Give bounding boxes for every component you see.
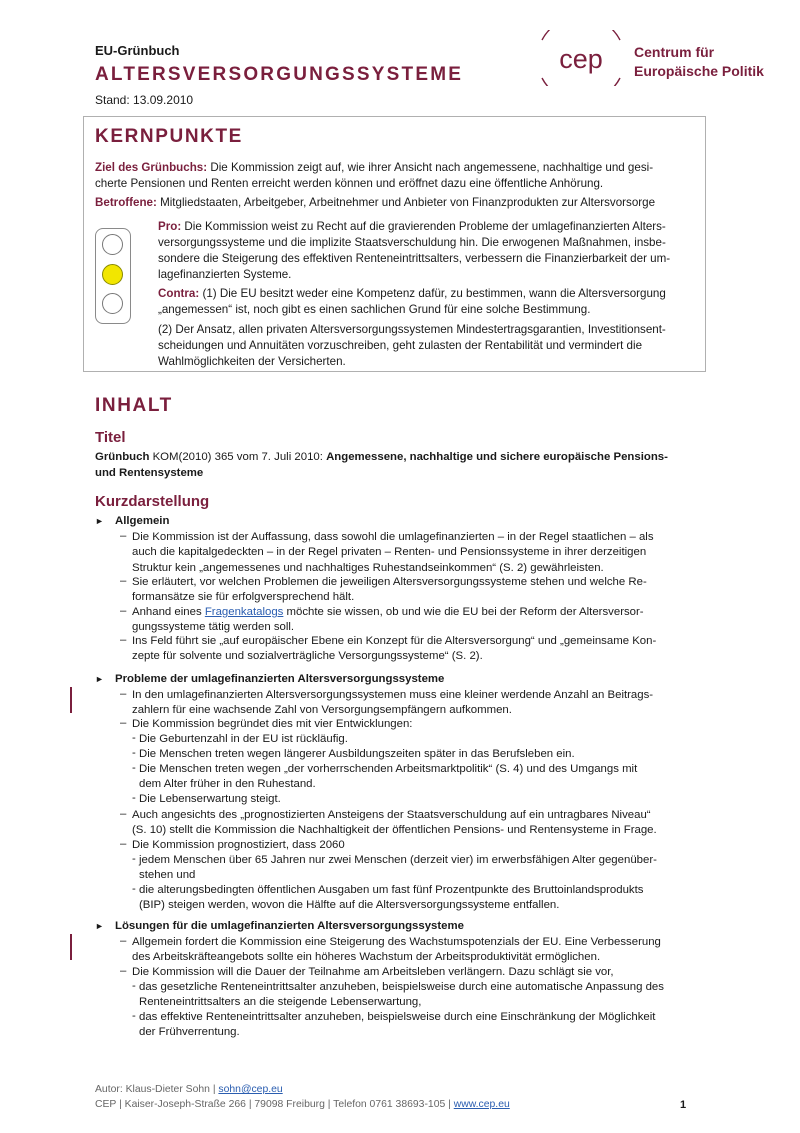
ziel-line-2: cherte Pensionen und Renten erreicht werden können und eröffnet dazu eine öffentliche Anhörung. xyxy=(95,177,604,190)
section-allgemein xyxy=(95,515,169,527)
loesungen-sub-2 xyxy=(139,1010,686,1041)
contra-2-line-1: (2) Der Ansatz, allen privaten Altersversorgungssystemen Mindestertragsgarantien, Investitionsent- xyxy=(158,323,666,336)
dash-marker: – xyxy=(120,688,127,700)
contra-line-2: „angemessen“ ist, noch gibt es einen sachlichen Grund für eine solche Bestimmung. xyxy=(158,303,591,316)
loesungen-item-2: Die Kommission will die Dauer der Teilnahme am Arbeitsleben verlängern. Dazu schlägt sie vor, xyxy=(132,966,614,978)
allgemein-item-1-line-2: auch die kapitalgedeckten – in der Regel privaten – Renten- und Pensionssysteme in ihrer derzeitigen xyxy=(132,546,647,559)
footer-address-text: CEP | Kaiser-Joseph-Straße 266 | 79098 Freiburg | Telefon 0761 38693-105 | xyxy=(95,1099,454,1110)
pro-line-4: lagefinanzierten Systeme. xyxy=(158,268,292,281)
traffic-light-red-lamp xyxy=(102,234,123,255)
probleme-sub-5-line-1: jedem Menschen über 65 Jahren nur zwei Menschen (derzeit vier) im erwerbsfähigen Alter gegenüber- xyxy=(139,854,657,866)
ziel-line-1: Die Kommission zeigt auf, wie ihrer Ansicht nach angemessene, nachhaltige und gesi- xyxy=(210,161,654,174)
allgemein-item-1 xyxy=(132,530,686,576)
document-date: Stand: 13.09.2010 xyxy=(95,93,194,107)
dash-marker: – xyxy=(120,935,127,947)
probleme-item-3 xyxy=(132,808,686,839)
titel-heading: Titel xyxy=(95,429,126,446)
loesungen-item-1-line-1: Allgemein fordert die Kommission eine Steigerung des Wachstumspotenzials der EU. Eine Verbesserung xyxy=(132,936,661,948)
sub-dash-marker: - xyxy=(132,762,136,774)
organization-name xyxy=(634,43,764,81)
dash-marker: – xyxy=(120,808,127,820)
change-marker xyxy=(70,934,72,960)
probleme-sub-6-line-2: (BIP) steigen werden, wovon die Hälfte auf die Altersversorgungssysteme entfallen. xyxy=(139,899,560,912)
change-marker xyxy=(70,687,72,713)
sub-dash-marker: - xyxy=(132,853,136,865)
bullet-arrow-icon: ► xyxy=(95,674,104,684)
loesungen-item-1-line-2: des Arbeitskräfteangebots sollte ein höheres Wachstum der Arbeitsproduktivität ermöglichen. xyxy=(132,951,601,964)
probleme-item-4: Die Kommission prognostiziert, dass 2060 xyxy=(132,839,345,851)
contra-2-paragraph xyxy=(158,322,686,370)
page-title: ALTERSVERSORGUNGSSYSTEME xyxy=(95,64,464,85)
traffic-light-green-lamp xyxy=(102,293,123,314)
pro-label: Pro: xyxy=(158,220,182,233)
probleme-sub-6 xyxy=(139,883,686,914)
probleme-item-2: Die Kommission begründet dies mit vier Entwicklungen: xyxy=(132,718,413,730)
probleme-sub-3 xyxy=(139,762,686,793)
titel-bold-2: Angemessene, nachhaltige und sichere europäische Pensions- xyxy=(326,451,668,463)
sub-dash-marker: - xyxy=(132,747,136,759)
section-allgemein-title: Allgemein xyxy=(115,515,170,527)
allgemein-item-1-line-1: Die Kommission ist der Auffassung, dass sowohl die umlagefinanzierten – in der Regel staatlichen – als xyxy=(132,531,654,543)
section-loesungen-title: Lösungen für die umlagefinanzierten Altersversorgungssysteme xyxy=(115,920,464,932)
inhalt-title: INHALT xyxy=(95,395,173,416)
contra-2-line-3: Wahlmöglichkeiten der Versicherten. xyxy=(158,355,346,368)
footer-author-text: Autor: Klaus-Dieter Sohn | xyxy=(95,1084,219,1095)
probleme-sub-3-line-2: dem Alter früher in den Ruhestand. xyxy=(139,778,316,791)
dash-marker: – xyxy=(120,965,127,977)
allgemein-item-1-line-3: Struktur kein „angemessenes und nachhaltiges Ruhestandseinkommen“ (S. 2) gewährleisten. xyxy=(132,561,604,574)
dash-marker: – xyxy=(120,575,127,587)
probleme-item-3-line-2: (S. 10) stellt die Kommission die Nachhaltigkeit der öffentlichen Pensions- und Rentensysteme in Frage. xyxy=(132,824,657,837)
org-line-1: Centrum für xyxy=(634,44,715,60)
section-loesungen xyxy=(95,920,464,932)
traffic-light-yellow-lamp xyxy=(102,264,123,285)
loesungen-sub-2-line-2: der Frühverrentung. xyxy=(139,1026,240,1039)
sub-dash-marker: - xyxy=(132,883,136,895)
allgemein-item-2 xyxy=(132,575,686,606)
website-link[interactable]: www.cep.eu xyxy=(453,1099,510,1110)
allgemein-item-3 xyxy=(132,605,686,636)
document-type: EU-Grünbuch xyxy=(95,43,180,58)
loesungen-sub-1-line-1: das gesetzliche Renteneintrittsalter anzuheben, beispielsweise durch eine automatische Anpassung des xyxy=(139,981,664,993)
betroffene-paragraph xyxy=(95,195,686,211)
titel-bold-1: Grünbuch xyxy=(95,451,150,463)
probleme-sub-6-line-1: die alterungsbedingten öffentlichen Ausgaben um fast fünf Prozentpunkte des Bruttoinlandsprodukts xyxy=(139,884,644,896)
probleme-sub-4: Die Lebenserwartung steigt. xyxy=(139,793,281,805)
pro-paragraph xyxy=(158,219,686,283)
betroffene-text: Mitgliedstaaten, Arbeitgeber, Arbeitnehmer und Anbieter von Finanzprodukten zur Altersvorsorge xyxy=(160,196,656,209)
contra-label: Contra: xyxy=(158,287,200,300)
dash-marker: – xyxy=(120,838,127,850)
bullet-arrow-icon: ► xyxy=(95,516,104,526)
allgemein-item-2-line-1: Sie erläutert, vor welchen Problemen die jeweiligen Altersversorgungssysteme stehen und welche Re- xyxy=(132,576,647,588)
allgemein-item-4 xyxy=(132,634,686,665)
section-probleme-title: Probleme der umlagefinanzierten Altersversorgungssysteme xyxy=(115,673,445,685)
page-number: 1 xyxy=(680,1099,687,1111)
loesungen-item-1 xyxy=(132,935,686,966)
probleme-item-3-line-1: Auch angesichts des „prognostizierten Ansteigens der Staatsverschuldung auf ein untragbares Niveau“ xyxy=(132,809,651,821)
bullet-arrow-icon: ► xyxy=(95,921,104,931)
loesungen-sub-1 xyxy=(139,980,686,1011)
ziel-label: Ziel des Grünbuchs: xyxy=(95,161,208,174)
titel-line-2: und Rentensysteme xyxy=(95,466,204,479)
allgemein-item-3-post: möchte sie wissen, ob und wie die EU bei der Reform der Altersversor- xyxy=(283,606,644,618)
probleme-item-1-line-1: In den umlagefinanzierten Altersversorgungssystemen muss eine kleiner werdende Anzahl an Beitrags- xyxy=(132,689,654,701)
probleme-sub-5-line-2: stehen und xyxy=(139,869,196,882)
footer-address xyxy=(95,1099,510,1110)
traffic-light-icon xyxy=(95,228,131,324)
kurzdarstellung-heading: Kurzdarstellung xyxy=(95,493,210,510)
author-email-link[interactable]: sohn@cep.eu xyxy=(218,1084,283,1095)
allgemein-item-3-pre: Anhand eines xyxy=(132,606,205,618)
allgemein-item-4-line-1: Ins Feld führt sie „auf europäischer Ebene ein Konzept für die Altersversorgung“ und „gemeinsame Kon- xyxy=(132,635,657,647)
allgemein-item-2-line-2: formansätze sie für erfolgversprechend hält. xyxy=(132,591,355,604)
contra-paragraph xyxy=(158,286,686,318)
cep-logo-text: cep xyxy=(559,44,603,74)
cep-logo xyxy=(536,30,626,86)
pro-line-2: versorgungssysteme und die implizite Staatsverschuldung hin. Die erwogenen Maßnahmen, insbe- xyxy=(158,236,666,249)
probleme-sub-3-line-1: Die Menschen treten wegen „der vorherrschenden Arbeitsmarktpolitik“ (S. 4) und des Umgangs mit xyxy=(139,763,638,775)
allgemein-item-3-line-2: gungssysteme tätig werden soll. xyxy=(132,621,295,634)
sub-dash-marker: - xyxy=(132,1010,136,1022)
allgemein-item-4-line-2: zepte für solvente und sozialverträgliche Versorgungssysteme“ (S. 2). xyxy=(132,650,483,663)
pro-line-3: sondere die Steigerung des effektiven Renteneintrittsalters, verbessern die Finanzierbarkeit der um- xyxy=(158,252,671,265)
dash-marker: – xyxy=(120,605,127,617)
probleme-sub-1: Die Geburtenzahl in der EU ist rückläufig. xyxy=(139,733,348,745)
betroffene-label: Betroffene: xyxy=(95,196,157,209)
titel-text xyxy=(95,450,686,482)
probleme-sub-2: Die Menschen treten wegen längerer Ausbildungszeiten später in das Berufsleben ein. xyxy=(139,748,575,760)
pro-line-1: Die Kommission weist zu Recht auf die gravierenden Probleme der umlagefinanzierten Alters- xyxy=(184,220,666,233)
dash-marker: – xyxy=(120,717,127,729)
contra-2-line-2: scheidungen und Annuitäten vorzuschreiben, geht zulasten der Rentabilität und vermindert die xyxy=(158,339,643,352)
ziel-paragraph xyxy=(95,160,686,192)
section-probleme xyxy=(95,673,444,685)
loesungen-sub-2-line-1: das effektive Renteneintrittsalter anzuheben, beispielsweise durch eine Einschränkung der Möglichkeit xyxy=(139,1011,656,1023)
probleme-item-1-line-2: zahlern für eine wachsende Zahl von Versorgungsempfängern aufkommen. xyxy=(132,704,512,717)
dash-marker: – xyxy=(120,530,127,542)
sub-dash-marker: - xyxy=(132,980,136,992)
footer-author xyxy=(95,1084,283,1095)
sub-dash-marker: - xyxy=(132,792,136,804)
probleme-item-1 xyxy=(132,688,686,719)
loesungen-sub-1-line-2: Renteneintrittsalters an die steigende Lebenserwartung, xyxy=(139,996,422,1009)
probleme-sub-5 xyxy=(139,853,686,884)
fragenkatalog-link[interactable]: Fragenkatalogs xyxy=(204,606,284,618)
org-line-2: Europäische Politik xyxy=(634,63,764,79)
dash-marker: – xyxy=(120,634,127,646)
sub-dash-marker: - xyxy=(132,732,136,744)
kernpunkte-title: KERNPUNKTE xyxy=(95,126,243,147)
titel-mid: KOM(2010) 365 vom 7. Juli 2010: xyxy=(149,451,327,463)
contra-line-1: (1) Die EU besitzt weder eine Kompetenz dafür, zu bestimmen, wann die Altersversorgung xyxy=(202,287,666,300)
